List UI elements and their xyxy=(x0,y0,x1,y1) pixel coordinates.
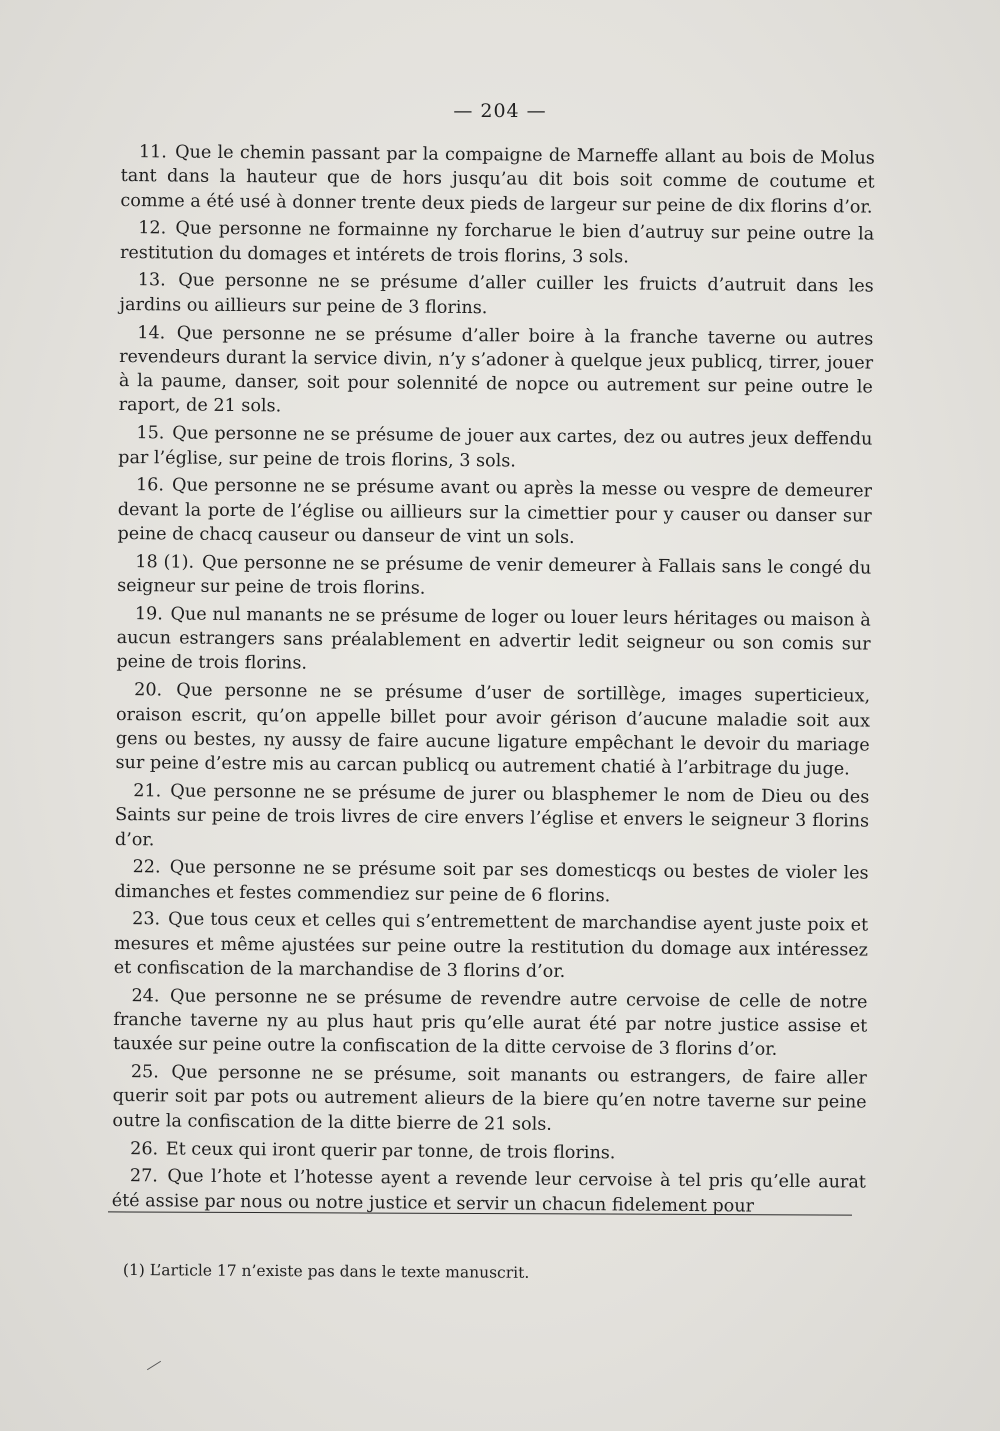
footnote-text: L’article 17 n’existe pas dans le texte manuscrit. xyxy=(149,1261,530,1282)
article-text: Que personne ne se présume avant ou après la messe ou vespre de demeurer devant la porte de l’église ou aillieurs sur la cimettier pour y causer ou danser sur peine de chacq causeur ou danseur de vint un sols. xyxy=(117,475,873,548)
article-number: 24. xyxy=(131,985,160,1007)
article-text: Que personne ne se présume de venir demeurer à Fallais sans le congé du seigneur sur peine de trois florins. xyxy=(117,552,872,599)
article-number: 18 (1). xyxy=(135,551,195,573)
article-20 xyxy=(115,678,870,782)
article-number: 15. xyxy=(136,423,165,444)
article-number: 11. xyxy=(138,142,167,163)
article-number: 12. xyxy=(138,218,167,239)
article-text: Que personne ne se présume de jurer ou blasphemer le nom de Dieu ou des Saints sur peine de trois livres de cire envers l’église et envers le seigneur 3 florins d’or. xyxy=(114,781,870,850)
article-number: 21. xyxy=(133,781,162,802)
article-23 xyxy=(114,907,869,986)
article-number: 22. xyxy=(132,857,161,878)
article-24 xyxy=(113,984,868,1063)
article-text: Que personne ne formainne ny forcharue le bien d’autruy sur peine outre la restitution du domages et intérets de trois florins, 3 sols. xyxy=(119,218,875,268)
footnote xyxy=(123,1260,530,1283)
article-number: 23. xyxy=(132,909,161,930)
article-number: 19. xyxy=(134,603,163,625)
article-26 xyxy=(112,1137,866,1168)
article-21 xyxy=(115,779,870,858)
article-text: Que personne ne se présume d’aller boire à la franche taverne ou autres revendeurs durant la service divin, n’y s’adoner à quelque jeux publicq, tirrer, jouer à la paume, danser, soit pour solennité de nopce ou autrement sur peine outre le raport, de 21 sols. xyxy=(118,323,874,417)
article-number: 16. xyxy=(135,475,165,496)
article-number: 25. xyxy=(130,1062,159,1083)
article-16 xyxy=(117,473,872,552)
article-14 xyxy=(119,321,874,425)
pencil-mark xyxy=(147,1361,161,1370)
article-number: 13. xyxy=(137,270,166,291)
article-text: Que personne ne se présume soit par ses domesticqs ou bestes de violer les dimanches et festes commendiez sur peine de 6 florins. xyxy=(114,857,869,906)
page-number: — 204 — xyxy=(453,100,547,122)
article-number: 14. xyxy=(137,322,166,343)
article-text: Que tous ceux et celles qui s’entremettent de marchandise ayent juste poix et mesures et même ajustées sur peine outre la restitution du domage aux intéressez et confiscation de la marchandise de 3 florins d’or. xyxy=(113,909,869,982)
article-text: Que nul manants ne se présume de loger ou louer leurs héritages ou maison à aucun estrangers sans préalablement en advertir ledit seigneur ou son comis sur peine de trois florins. xyxy=(116,604,871,675)
article-text: Que personne ne se présume d’user de sortillège, images superticieux, oraison escrit, qu’on appelle billet pour avoir gérison d’aucune maladie soit aux gens ou bestes, ny aussy de faire aucune ligature empêchant le devoir du mariage sur peine d’estre mis au carcan publicq ou autrement chatié à l’arbitrage du juge. xyxy=(115,680,871,780)
article-22 xyxy=(114,855,868,910)
article-11 xyxy=(120,140,875,219)
article-text: Que personne ne se présume, soit manants ou estrangers, de faire aller querir soit par pots ou autrement alieurs de la biere qu’en notre taverne sur peine outre la confiscation de la ditte bierre de 21 sols. xyxy=(112,1062,867,1135)
article-number: 20. xyxy=(134,680,163,701)
article-text: Que personne ne se présume d’aller cuiller les fruicts d’autruit dans les jardins ou aillieurs sur peine de 3 florins. xyxy=(119,270,874,318)
article-18 xyxy=(117,550,871,605)
article-text: Que personne ne se présume de revendre autre cervoise de celle de notre franche taverne ny au plus haut pris qu’elle aurat été par notre justice assise et tauxée sur peine outre la confiscation de la ditte cervoise de 3 florins d’or. xyxy=(113,986,868,1061)
article-text: Que le chemin passant par la compaigne de Marneffe allant au bois de Molus tant dans la hauteur que de hors jusqu’au dit bois soit comme de coutume et comme a été usé à donner trente deux pieds de largeur sur peine de dix florins d’or. xyxy=(120,142,875,218)
article-number: 26. xyxy=(130,1138,159,1159)
article-12 xyxy=(120,216,874,271)
article-number: 27. xyxy=(129,1166,159,1187)
article-text: Et ceux qui iront querir par tonne, de trois florins. xyxy=(165,1139,616,1163)
articles-body xyxy=(112,140,875,1223)
article-13 xyxy=(119,268,873,323)
article-19 xyxy=(116,602,871,681)
article-15 xyxy=(118,421,872,476)
footnote-marker: (1) xyxy=(122,1261,145,1280)
article-text: Que personne ne se présume de jouer aux cartes, dez ou autres jeux deffendu par l’église, sur peine de trois florins, 3 sols. xyxy=(118,423,873,472)
article-25 xyxy=(112,1060,867,1139)
article-text: Que l’hote et l’hotesse ayent a revende leur cervoise à tel pris qu’elle aurat été assise par nous ou notre justice et servir un chacun fidelement pour xyxy=(111,1166,867,1217)
